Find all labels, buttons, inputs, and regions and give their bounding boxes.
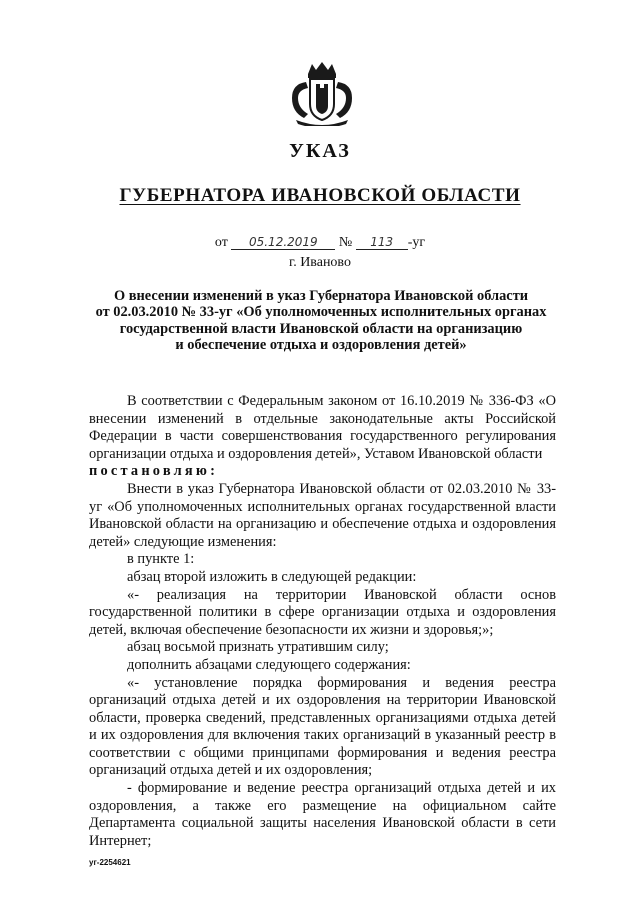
subject-line: О внесении изменений в указ Губернатора Ивановской области xyxy=(113,288,529,304)
document-title: УКАЗ xyxy=(289,140,351,162)
document-code: уг-2254621 xyxy=(89,858,131,867)
paragraph-instruction: абзац восьмой признать утратившим силу; xyxy=(127,639,389,656)
decree-body xyxy=(89,393,556,850)
paragraph-clause: в пункте 1: xyxy=(127,551,195,568)
document-issuer: ГУБЕРНАТОРА ИВАНОВСКОЙ ОБЛАСТИ xyxy=(119,185,521,206)
paragraph-new-text: «- реализация на территории Ивановской области основ государственной политики в сфере организации отдыха и оздоровления детей, включая обеспечение безопасности их жизни и здоровья;»; xyxy=(89,586,556,638)
paragraph-instruction: абзац второй изложить в следующей редакции: xyxy=(127,568,417,585)
date-prefix: от xyxy=(214,235,228,250)
subject-line: и обеспечение отдыха и оздоровления детей» xyxy=(175,337,467,354)
subject-line: государственной власти Ивановской области на организацию xyxy=(119,320,523,337)
paragraph-amend: Внести в указ Губернатора Ивановской области от 02.03.2010 № 33-уг «Об уполномоченных исполнительных органах государственной власти Ивановской области на организацию и обеспечение отдыха и оздоровления детей» следующие изменения: xyxy=(89,480,556,550)
handwritten-date: 05.12.2019 xyxy=(231,235,335,250)
decree-word: постановляю: xyxy=(89,463,219,480)
paragraph-instruction: дополнить абзацами следующего содержания: xyxy=(127,656,411,673)
city-line: г. Иваново xyxy=(289,255,351,270)
paragraph-new-text: «- установление порядка формирования и ведения реестра организаций отдыха детей и их оздоровления на территории Ивановской области, проверка сведений, представленных организациями отдыха детей и их оздоровления для включения таких организаций в указанный реестр в соответствии с общими принципами формирования и ведения реестра организаций отдыха детей и их оздоровления; xyxy=(89,674,556,779)
decree-subject xyxy=(90,288,552,354)
number-sign: № xyxy=(338,235,353,250)
coat-of-arms-icon xyxy=(286,60,358,126)
paragraph-decree-word xyxy=(89,463,556,481)
handwritten-number: 113 xyxy=(356,235,408,250)
date-number-line xyxy=(0,235,640,251)
paragraph-preamble: В соответствии с Федеральным законом от 16.10.2019 № 336-ФЗ «О внесении изменений в отдельные законодательные акты Российской Федерации в части совершенствования государственного регулирования организации отдыха и оздоровления детей», Уставом Ивановской области xyxy=(89,393,556,462)
paragraph-new-text: - формирование и ведение реестра организаций отдыха детей и их оздоровления, а также его размещение на официальном сайте Департамента социальной защиты населения Ивановской области в сети Интернет; xyxy=(89,780,556,849)
number-suffix: -уг xyxy=(407,235,426,250)
subject-line: от 02.03.2010 № 33-уг «Об уполномоченных исполнительных органах xyxy=(95,304,547,321)
